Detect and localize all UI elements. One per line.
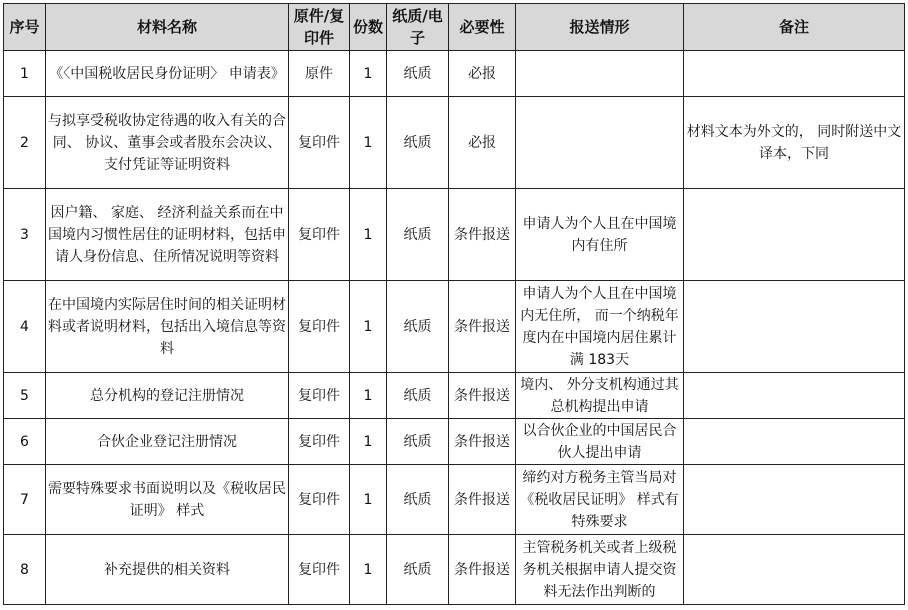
cell-necessity: 条件报送 bbox=[449, 419, 516, 465]
cell-situation bbox=[516, 97, 684, 189]
cell-situation: 缔约对方税务主管当局对《税收居民证明》 样式有特殊要求 bbox=[516, 465, 684, 535]
header-type: 原件/复印件 bbox=[289, 4, 350, 51]
cell-copies: 1 bbox=[350, 535, 387, 605]
cell-medium: 纸质 bbox=[387, 419, 449, 465]
table-row bbox=[4, 465, 905, 535]
table-row bbox=[4, 419, 905, 465]
cell-name: 在中国境内实际居住时间的相关证明材料或者说明材料，包括出入境信息等资料 bbox=[46, 281, 289, 373]
cell-type: 复印件 bbox=[289, 373, 350, 419]
cell-remark bbox=[684, 373, 905, 419]
table-row bbox=[4, 189, 905, 281]
cell-copies: 1 bbox=[350, 419, 387, 465]
cell-seq: 6 bbox=[4, 419, 46, 465]
header-medium: 纸质/电子 bbox=[387, 4, 449, 51]
cell-necessity: 必报 bbox=[449, 97, 516, 189]
cell-type: 复印件 bbox=[289, 97, 350, 189]
cell-seq: 4 bbox=[4, 281, 46, 373]
cell-name: 合伙企业登记注册情况 bbox=[46, 419, 289, 465]
cell-remark bbox=[684, 465, 905, 535]
table-row bbox=[4, 281, 905, 373]
cell-remark bbox=[684, 51, 905, 97]
cell-medium: 纸质 bbox=[387, 51, 449, 97]
cell-seq: 5 bbox=[4, 373, 46, 419]
header-row bbox=[4, 4, 905, 51]
cell-remark: 材料文本为外文的， 同时附送中文译本，下同 bbox=[684, 97, 905, 189]
cell-medium: 纸质 bbox=[387, 189, 449, 281]
cell-copies: 1 bbox=[350, 465, 387, 535]
header-necessity: 必要性 bbox=[449, 4, 516, 51]
cell-situation: 申请人为个人且在中国境内有住所 bbox=[516, 189, 684, 281]
cell-medium: 纸质 bbox=[387, 281, 449, 373]
cell-situation bbox=[516, 51, 684, 97]
cell-situation: 以合伙企业的中国居民合伙人提出申请 bbox=[516, 419, 684, 465]
cell-medium: 纸质 bbox=[387, 97, 449, 189]
cell-necessity: 必报 bbox=[449, 51, 516, 97]
header-seq: 序号 bbox=[4, 4, 46, 51]
cell-remark bbox=[684, 281, 905, 373]
cell-medium: 纸质 bbox=[387, 373, 449, 419]
table-row bbox=[4, 373, 905, 419]
cell-medium: 纸质 bbox=[387, 465, 449, 535]
cell-situation: 主管税务机关或者上级税务机关根据申请人提交资料无法作出判断的 bbox=[516, 535, 684, 605]
cell-seq: 8 bbox=[4, 535, 46, 605]
cell-type: 复印件 bbox=[289, 465, 350, 535]
cell-remark bbox=[684, 189, 905, 281]
cell-copies: 1 bbox=[350, 373, 387, 419]
cell-seq: 3 bbox=[4, 189, 46, 281]
header-situation: 报送情形 bbox=[516, 4, 684, 51]
materials-table bbox=[3, 3, 905, 605]
cell-necessity: 条件报送 bbox=[449, 281, 516, 373]
cell-copies: 1 bbox=[350, 189, 387, 281]
cell-necessity: 条件报送 bbox=[449, 535, 516, 605]
cell-name: 总分机构的登记注册情况 bbox=[46, 373, 289, 419]
cell-seq: 7 bbox=[4, 465, 46, 535]
cell-type: 复印件 bbox=[289, 189, 350, 281]
cell-situation: 申请人为个人且在中国境内无住所， 而一个纳税年度内在中国境内居住累计满 183天 bbox=[516, 281, 684, 373]
header-copies: 份数 bbox=[350, 4, 387, 51]
cell-type: 复印件 bbox=[289, 535, 350, 605]
cell-situation: 境内、 外分支机构通过其总机构提出申请 bbox=[516, 373, 684, 419]
cell-name: 《〈中国税收居民身份证明〉 申请表》 bbox=[46, 51, 289, 97]
cell-necessity: 条件报送 bbox=[449, 465, 516, 535]
cell-copies: 1 bbox=[350, 51, 387, 97]
cell-name: 与拟享受税收协定待遇的收入有关的合同、 协议、董事会或者股东会决议、支付凭证等证明资料 bbox=[46, 97, 289, 189]
cell-necessity: 条件报送 bbox=[449, 373, 516, 419]
cell-type: 复印件 bbox=[289, 281, 350, 373]
cell-remark bbox=[684, 535, 905, 605]
cell-medium: 纸质 bbox=[387, 535, 449, 605]
cell-copies: 1 bbox=[350, 281, 387, 373]
header-remark: 备注 bbox=[684, 4, 905, 51]
cell-type: 原件 bbox=[289, 51, 350, 97]
cell-name: 因户籍、 家庭、 经济利益关系而在中国境内习惯性居住的证明材料，包括申请人身份信息、住所情况说明等资料 bbox=[46, 189, 289, 281]
cell-copies: 1 bbox=[350, 97, 387, 189]
table-row bbox=[4, 97, 905, 189]
cell-necessity: 条件报送 bbox=[449, 189, 516, 281]
cell-seq: 2 bbox=[4, 97, 46, 189]
table-row bbox=[4, 535, 905, 605]
header-name: 材料名称 bbox=[46, 4, 289, 51]
cell-type: 复印件 bbox=[289, 419, 350, 465]
cell-remark bbox=[684, 419, 905, 465]
cell-name: 需要特殊要求书面说明以及《税收居民证明》 样式 bbox=[46, 465, 289, 535]
table-row bbox=[4, 51, 905, 97]
cell-seq: 1 bbox=[4, 51, 46, 97]
cell-name: 补充提供的相关资料 bbox=[46, 535, 289, 605]
